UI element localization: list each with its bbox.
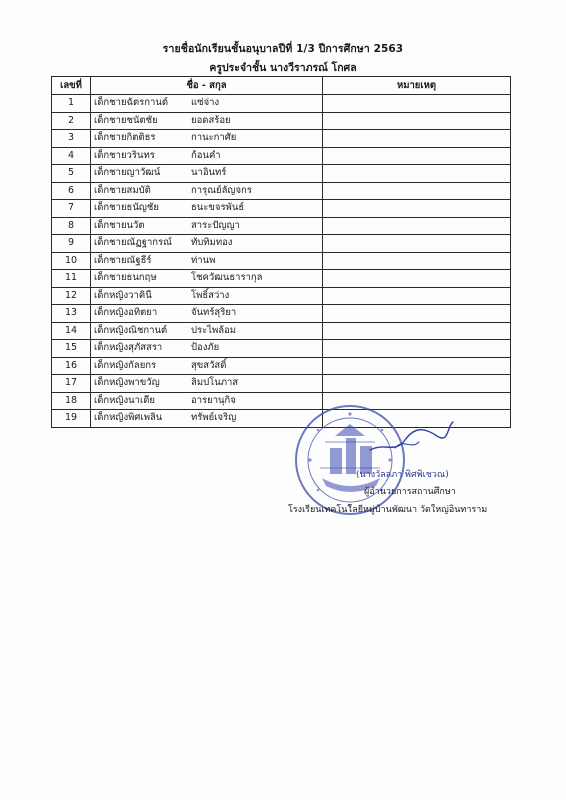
row-remark: [323, 165, 511, 183]
row-name-cell: [91, 147, 323, 165]
table-row: [52, 375, 511, 393]
signatory-position: ผู้อำนวยการสถานศึกษา: [364, 487, 456, 497]
row-number: 13: [52, 305, 91, 323]
row-remark: [323, 112, 511, 130]
row-remark: [323, 200, 511, 218]
table-row: [52, 340, 511, 358]
row-remark: [323, 252, 511, 270]
student-first-name: เด็กชายชนัตชัย: [94, 114, 158, 126]
student-roster-table: [51, 76, 511, 428]
row-remark: [323, 322, 511, 340]
row-name-cell: [91, 322, 323, 340]
row-remark: [323, 340, 511, 358]
student-first-name: เด็กหญิงสุภัสสรา: [94, 342, 163, 353]
row-name-cell: [91, 200, 323, 218]
student-first-name: เด็กหญิงนาเดีย: [94, 394, 155, 406]
student-last-name: อารยานุกิจ: [191, 394, 236, 406]
student-first-name: เด็กหญิงวาคินี: [94, 289, 152, 301]
table-row: [52, 287, 511, 305]
table-row: [52, 200, 511, 218]
row-number: 7: [52, 200, 91, 218]
row-remark: [323, 287, 511, 305]
row-number: 18: [52, 392, 91, 410]
table-row: [52, 165, 511, 183]
table-row: [52, 112, 511, 130]
document-subtitle: ครูประจำชั้น นางวีราภรณ์ โกศล: [209, 62, 357, 74]
student-first-name: เด็กชายณัฏฐากรณ์: [94, 237, 172, 248]
row-name-cell: [91, 95, 323, 113]
student-last-name: โพธิ์สว่าง: [191, 289, 230, 301]
student-first-name: เด็กชายญาวัฒน์: [94, 167, 161, 178]
student-first-name: เด็กชายกิตติธร: [94, 132, 156, 143]
row-name-cell: [91, 410, 323, 428]
student-first-name: เด็กหญิงณิชกานต์: [94, 324, 168, 336]
row-name-cell: [91, 270, 323, 288]
row-name-cell: [91, 130, 323, 148]
row-remark: [323, 357, 511, 375]
student-last-name: การุณย์ลัญจกร: [191, 184, 252, 196]
row-number: 16: [52, 357, 91, 375]
row-name-cell: [91, 112, 323, 130]
row-remark: [323, 95, 511, 113]
student-last-name: สาระปัญญา: [191, 219, 240, 231]
table-row: [52, 217, 511, 235]
row-name-cell: [91, 182, 323, 200]
table-row: [52, 95, 511, 113]
student-first-name: เด็กชายสมบัติ: [94, 184, 151, 196]
table-row: [52, 147, 511, 165]
student-first-name: เด็กชายวรินทร: [94, 149, 155, 161]
student-last-name: แซ่จ่าง: [191, 97, 220, 108]
row-name-cell: [91, 375, 323, 393]
student-last-name: จันทร์สุริยา: [191, 307, 237, 318]
row-number: 5: [52, 165, 91, 183]
row-number: 4: [52, 147, 91, 165]
row-number: 19: [52, 410, 91, 428]
row-number: 15: [52, 340, 91, 358]
table-row: [52, 252, 511, 270]
student-first-name: เด็กหญิงพาขวัญ: [94, 377, 160, 388]
row-remark: [323, 270, 511, 288]
table-row: [52, 305, 511, 323]
row-number: 14: [52, 322, 91, 340]
student-first-name: เด็กหญิงอทิตยา: [94, 307, 158, 318]
table-row: [52, 357, 511, 375]
student-last-name: ทับทิมทอง: [191, 237, 233, 248]
school-name: โรงเรียนเทคโนโลยีหมู่บ้านพัฒนา วัดใหญ่อินทาราม: [288, 505, 488, 515]
row-number: 10: [52, 252, 91, 270]
student-last-name: สุขสวัสดิ์: [191, 359, 227, 371]
row-remark: [323, 305, 511, 323]
row-name-cell: [91, 217, 323, 235]
student-last-name: ลิมปโนภาส: [191, 377, 239, 388]
student-last-name: ก้อนคำ: [191, 149, 221, 161]
student-first-name: เด็กหญิงพิศเพลิน: [94, 412, 163, 423]
student-last-name: ประไพล้อม: [191, 324, 237, 336]
table-header-row: [52, 77, 511, 95]
table-row: [52, 130, 511, 148]
header-remark: หมายเหตุ: [323, 77, 511, 95]
student-last-name: ท่านพ: [191, 254, 216, 266]
row-name-cell: [91, 357, 323, 375]
table-row: [52, 235, 511, 253]
student-first-name: เด็กหญิงกัลยกร: [94, 359, 157, 371]
student-last-name: ธนะขจรพันธ์: [191, 202, 245, 213]
header-name: ชื่อ - สกุล: [91, 77, 323, 95]
row-name-cell: [91, 340, 323, 358]
row-name-cell: [91, 235, 323, 253]
student-last-name: โชควัฒนธารากุล: [191, 272, 263, 283]
row-remark: [323, 375, 511, 393]
row-remark: [323, 147, 511, 165]
row-number: 8: [52, 217, 91, 235]
student-last-name: ป้องภัย: [191, 342, 220, 353]
student-last-name: นาอินทร์: [191, 167, 227, 178]
student-last-name: กานะกาศัย: [191, 132, 237, 143]
row-number: 17: [52, 375, 91, 393]
table-row: [52, 270, 511, 288]
student-first-name: เด็กชายนวัต: [94, 219, 145, 231]
row-number: 9: [52, 235, 91, 253]
signatory-name: (นางวัลลภา พิศพิเชวณ): [356, 470, 449, 480]
student-last-name: ยอดสร้อย: [191, 114, 231, 126]
row-remark: [323, 235, 511, 253]
row-remark: [323, 182, 511, 200]
row-name-cell: [91, 287, 323, 305]
table-row: [52, 322, 511, 340]
student-first-name: เด็กชายธนกฤษ: [94, 272, 157, 283]
document-title: รายชื่อนักเรียนชั้นอนุบาลปีที่ 1/3 ปีการศึกษา 2563: [162, 43, 404, 55]
student-last-name: ทรัพย์เจริญ: [191, 412, 237, 423]
row-name-cell: [91, 252, 323, 270]
row-number: 11: [52, 270, 91, 288]
table-row: [52, 182, 511, 200]
row-remark: [323, 217, 511, 235]
signature-mark-icon: [365, 420, 455, 460]
row-number: 3: [52, 130, 91, 148]
student-first-name: เด็กชายฉัตรกานต์: [94, 97, 169, 108]
student-first-name: เด็กชายณัฐธีร์: [94, 254, 152, 266]
row-remark: [323, 130, 511, 148]
student-first-name: เด็กชายธนัญชัย: [94, 202, 159, 213]
row-name-cell: [91, 165, 323, 183]
row-number: 6: [52, 182, 91, 200]
row-number: 1: [52, 95, 91, 113]
row-number: 12: [52, 287, 91, 305]
row-name-cell: [91, 305, 323, 323]
row-number: 2: [52, 112, 91, 130]
header-number: เลขที่: [52, 77, 91, 95]
row-name-cell: [91, 392, 323, 410]
table-body: [52, 95, 511, 428]
